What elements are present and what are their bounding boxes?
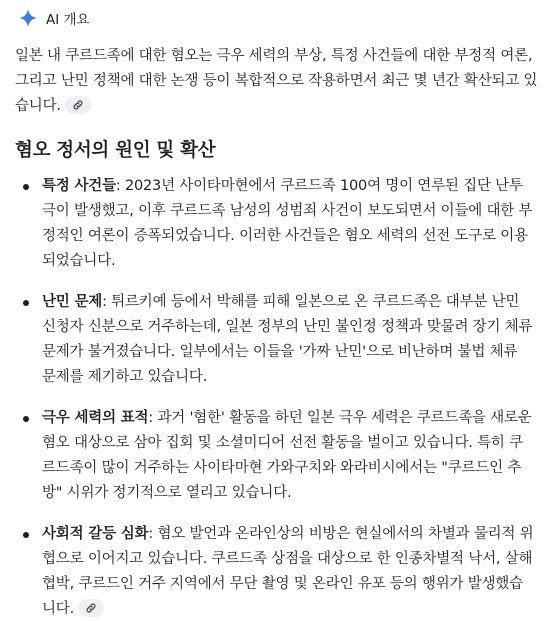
list-item (20, 522, 535, 622)
bullet-dot (23, 300, 29, 306)
source-link-button[interactable] (65, 96, 91, 114)
bullet-dot (23, 416, 29, 422)
bullet-text: : 혐오 발언과 온라인상의 비방은 현실에서의 차별과 물리적 위협으로 이어지고 있습니다. 쿠르드족 상점을 대상으로 한 인종차별적 낙서, 살해 협박, 쿠르드인 거주 지역에서 무단 촬영 및 온라인 유포 등의 행위가 발생했습니다. (42, 526, 534, 617)
bullet-text: : 과거 '혐한' 활동을 하던 일본 극우 세력은 쿠르드족을 새로운 혐오 대상으로 삼아 집회 및 소셜미디어 선전 활동을 벌이고 있습니다. 특히 쿠르드족이 많이 거주하는 사이타마현 가와구치와 와라비시에서는 "쿠르드인 추방" 시위가 정기적으로 열리고 있습니다. (42, 410, 532, 501)
list-item (20, 406, 535, 506)
ai-overview-title: AI 개요 (46, 12, 90, 28)
sparkle-icon (18, 8, 38, 28)
bullet-text: : 튀르키예 등에서 박해를 피해 일본으로 온 쿠르드족은 대부분 난민 신청자 신분으로 거주하는데, 일본 정부의 난민 불인정 정책과 맞물려 장기 체류 문제가 불거졌습니다. 일부에서는 이들을 '가짜 난민'으로 비난하며 불법 체류 문제를 제기하고 있습니다. (42, 294, 533, 385)
list-item (20, 290, 535, 390)
bullet-label: 사회적 갈등 심화 (42, 526, 149, 542)
intro-text: 일본 내 쿠르드족에 대한 혐오는 극우 세력의 부상, 특정 사건들에 대한 부정적 여론, 그리고 난민 정책에 대한 논쟁 등이 복합적으로 작용하면서 최근 몇 년간 확산되고 있습니다. (15, 48, 538, 114)
intro-paragraph (15, 44, 540, 119)
bullet-dot (23, 184, 29, 190)
bullet-label: 특정 사건들 (42, 178, 116, 194)
bullet-dot (23, 532, 29, 538)
bullet-text: : 2023년 사이타마현에서 쿠르드족 100여 명이 연루된 집단 난투극이 발생했고, 이후 쿠르드족 남성의 성범죄 사건이 보도되면서 이들에 대한 부정적인 여론이 증폭되었습니다. 이러한 사건들은 혐오 세력의 선전 도구로 이용되었습니다. (42, 178, 533, 269)
link-icon (72, 99, 84, 111)
list-item (20, 174, 535, 274)
ai-overview-header (18, 7, 90, 29)
link-icon (85, 602, 97, 614)
bullet-list (20, 174, 535, 622)
section-heading: 혐오 정서의 원인 및 확산 (15, 140, 216, 161)
bullet-label: 극우 세력의 표적 (42, 410, 149, 426)
bullet-label: 난민 문제 (42, 294, 103, 310)
